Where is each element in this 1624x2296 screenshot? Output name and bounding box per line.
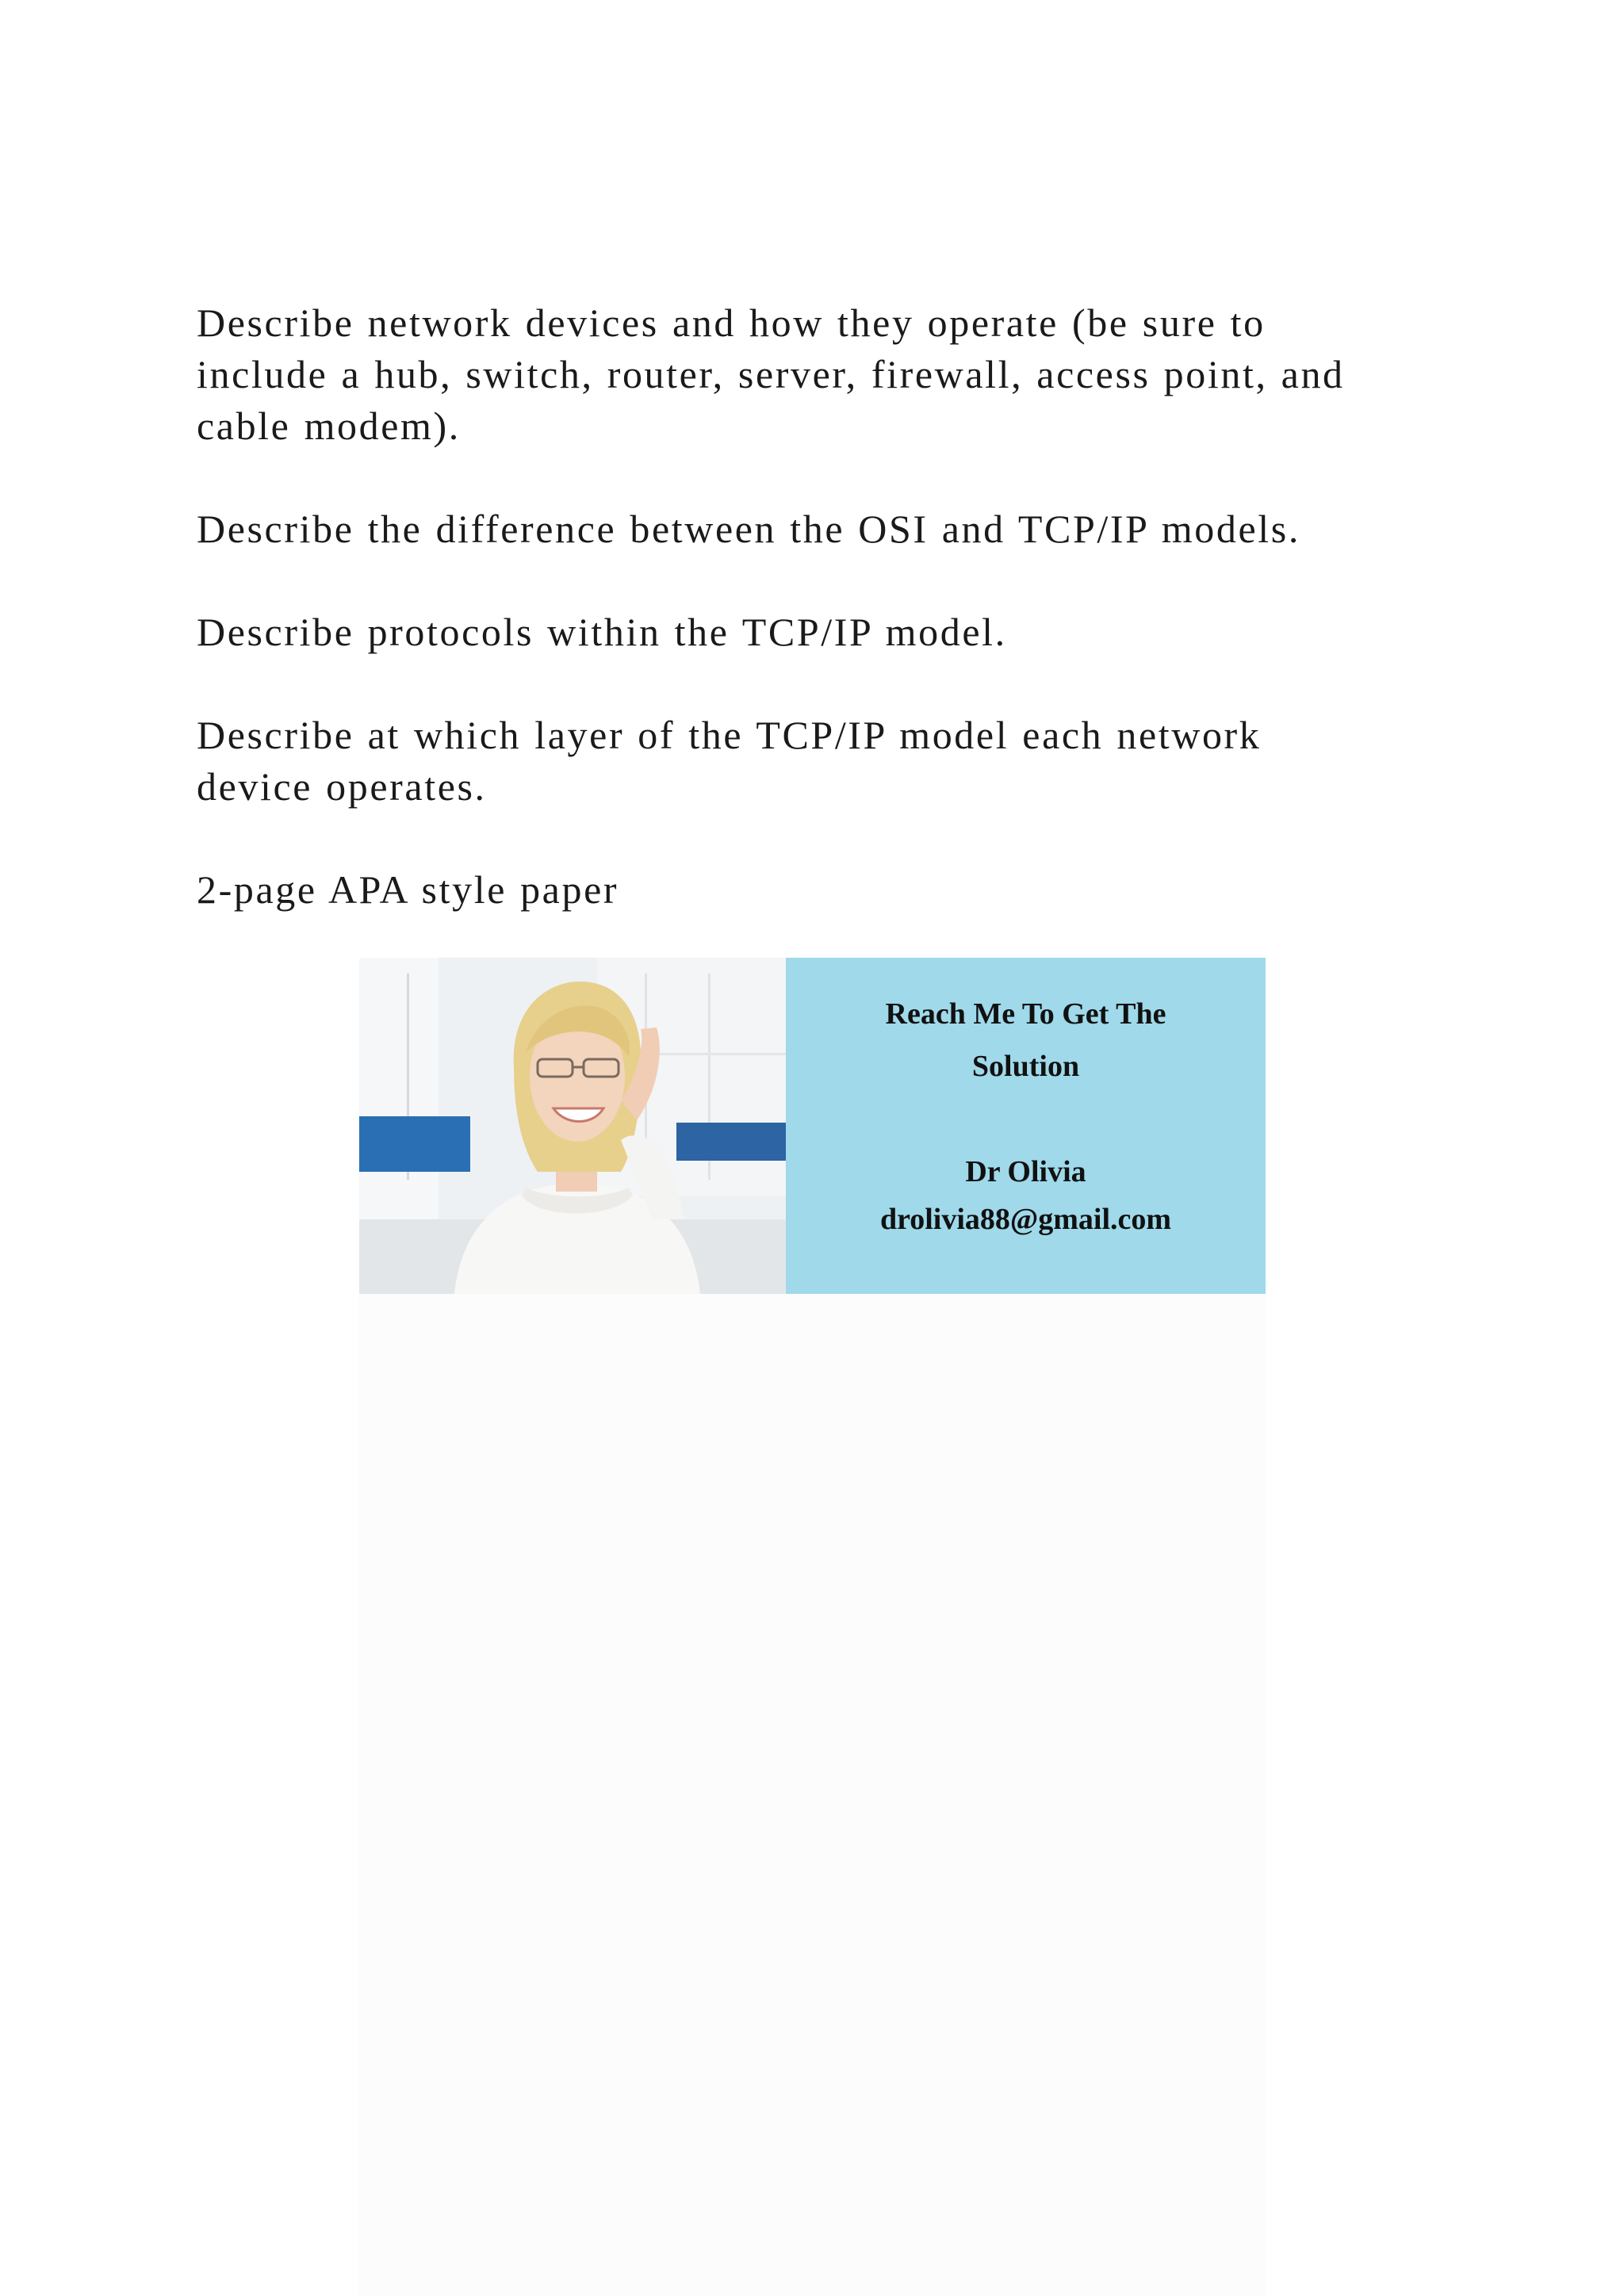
- document-body: [197, 297, 1450, 967]
- page-shading: [358, 1294, 1266, 2296]
- banner-name: Dr Olivia: [965, 1155, 1086, 1188]
- paragraph-osi-vs-tcpip: Describe the difference between the OSI and TCP/IP models.: [197, 507, 1300, 551]
- paragraph-network-devices: Describe network devices and how they operate (be sure to include a hub, switch, router, server, firewall, access point, and cable modem).: [197, 300, 1345, 448]
- paragraph-tcpip-protocols: Describe protocols within the TCP/IP model.: [197, 610, 1007, 654]
- banner-email: drolivia88@gmail.com: [879, 1203, 1172, 1236]
- paragraph-paper-requirement: 2-page APA style paper: [197, 867, 619, 912]
- banner-heading: Reach Me To Get The Solution: [885, 997, 1166, 1083]
- paragraph-device-layers: Describe at which layer of the TCP/IP model each network device operates.: [197, 713, 1262, 809]
- contact-panel: [786, 958, 1266, 1294]
- contact-banner: [359, 958, 1266, 1294]
- woman-photo: [359, 958, 786, 1294]
